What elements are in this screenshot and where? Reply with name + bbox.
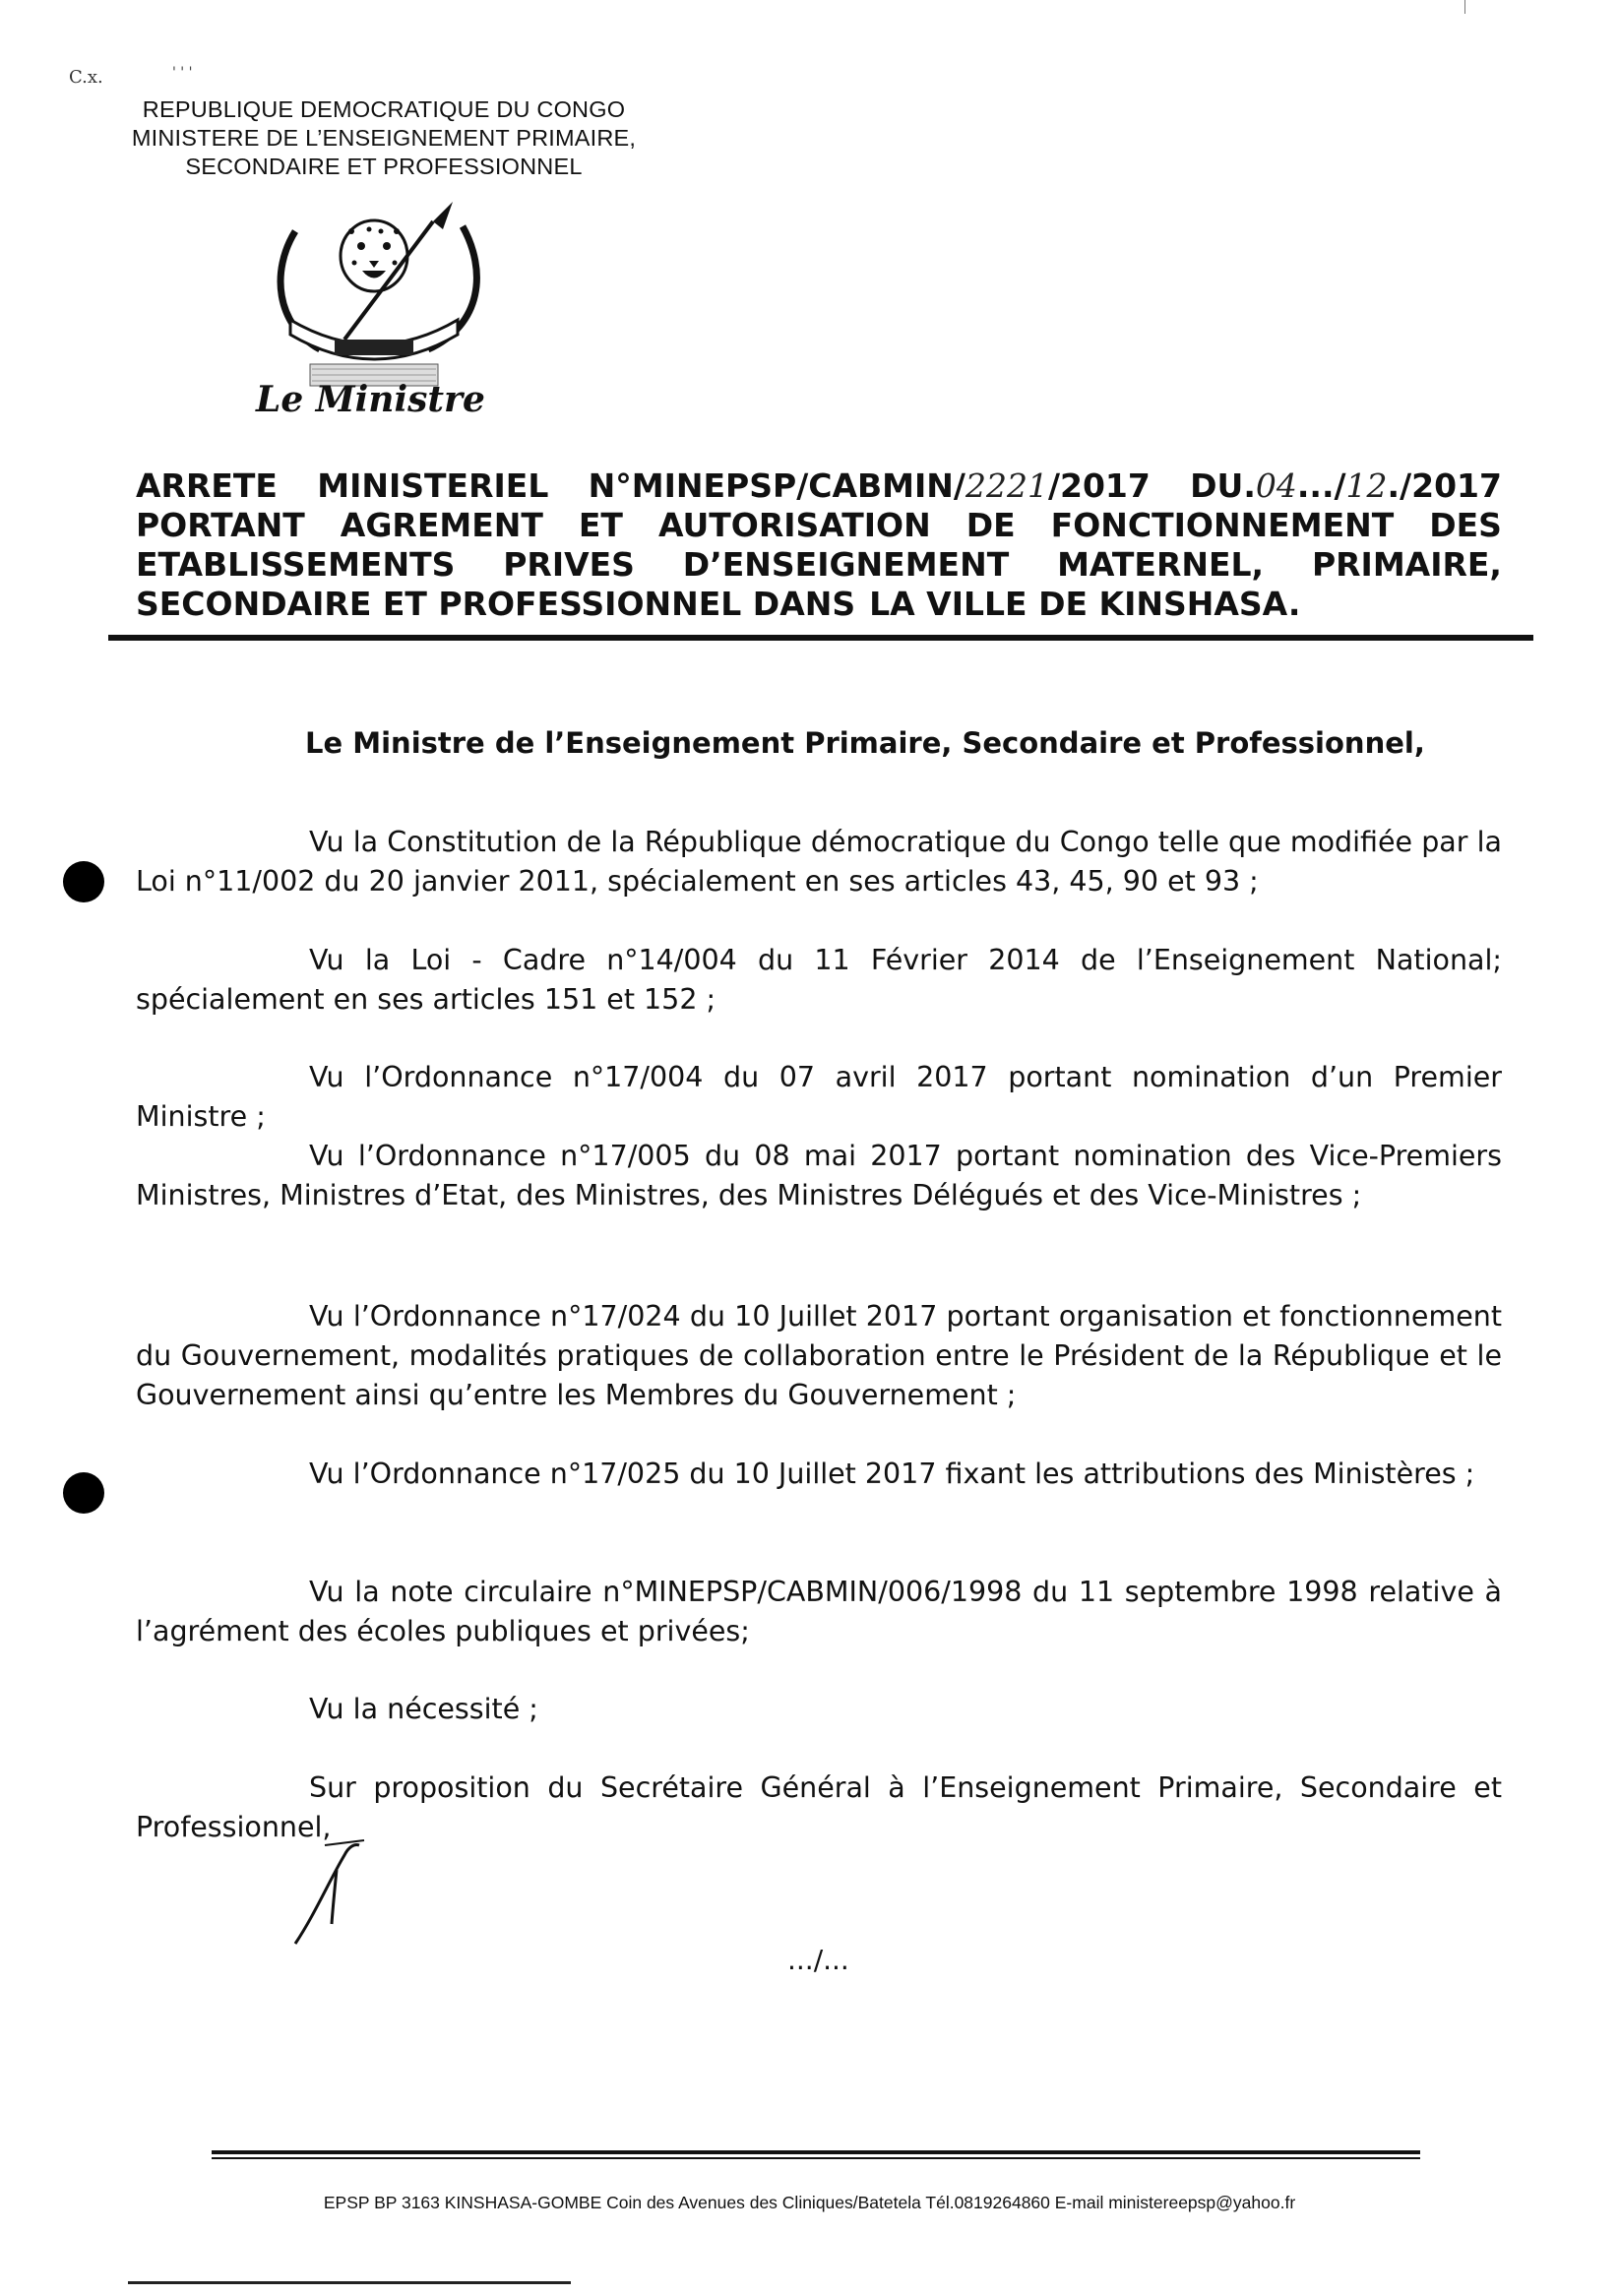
title-word: PRIMAIRE, xyxy=(1311,545,1502,584)
date-separator: .../ xyxy=(1296,466,1346,505)
handwritten-margin-note: C.x. xyxy=(69,67,103,88)
handwritten-month: 12 xyxy=(1345,466,1388,505)
title-word: D’ENSEIGNEMENT xyxy=(682,545,1010,584)
title-word: AUTORISATION xyxy=(657,506,931,544)
consideration-text: Vu la Constitution de la République démocratique du Congo telle que modifiée par la Loi n°11/002 du 20 janvier 2011, spécialement en ses articles 43, 45, 90 et 93 ; xyxy=(136,826,1502,898)
footer-address: EPSP BP 3163 KINSHASA-GOMBE Coin des Avenues des Cliniques/Batetela Tél.0819264860 E-mail ministereepsp@yahoo.fr xyxy=(323,2193,1296,2212)
page-continuation: .../... xyxy=(787,1944,849,1976)
decree-title xyxy=(136,466,1502,624)
consideration-constitution xyxy=(136,823,1502,901)
title-row-4 xyxy=(136,585,1502,624)
handwritten-initials-mark xyxy=(285,1835,374,1949)
consideration-ordonnance-17-005 xyxy=(136,1137,1502,1215)
title-phrase: SECONDAIRE ET PROFESSIONNEL DANS xyxy=(136,585,856,623)
ministry-name-cont: SECONDAIRE ET PROFESSIONNEL xyxy=(185,154,583,179)
consideration-text: Vu l’Ordonnance n°17/005 du 08 mai 2017 portant nomination des Vice-Premiers Ministres, Ministres d’Etat, des Ministres, des Ministres Délégués et des Vice-Ministres ; xyxy=(136,1140,1502,1211)
consideration-text: Vu la Loi - Cadre n°14/004 du 11 Février 2014 de l’Enseignement National; spécialement en ses articles 151 et 152 ; xyxy=(136,944,1502,1016)
leopard-coat-of-arms-icon xyxy=(251,202,497,399)
title-word: ETABLISSEMENTS xyxy=(136,545,456,584)
consideration-ordonnance-17-024 xyxy=(136,1297,1502,1415)
footer-divider xyxy=(212,2150,1420,2154)
consideration-ordonnance-17-004 xyxy=(136,1058,1502,1137)
letterhead xyxy=(89,95,679,181)
date-year: ./2017 xyxy=(1387,466,1502,505)
title-divider xyxy=(108,635,1533,641)
minister-intro: Le Ministre de l’Enseignement Primaire, Secondaire et Professionnel, xyxy=(305,726,1425,760)
consideration-note-circulaire xyxy=(136,1573,1502,1651)
title-word: DES xyxy=(1429,506,1502,544)
title-row-3 xyxy=(136,545,1502,585)
ministry-name: MINISTERE DE L’ENSEIGNEMENT PRIMAIRE, xyxy=(131,125,637,151)
decree-number-year: /2017 xyxy=(1047,466,1151,505)
consideration-ordonnance-17-025 xyxy=(136,1455,1502,1494)
decree-date xyxy=(1190,466,1502,506)
decree-number xyxy=(589,466,1151,506)
title-word: PORTANT xyxy=(136,506,305,544)
title-word: MINISTERIEL xyxy=(317,466,549,505)
date-prefix: DU. xyxy=(1190,466,1256,505)
title-word: DE xyxy=(965,506,1016,544)
consideration-text: Vu la nécessité ; xyxy=(309,1693,538,1725)
punch-hole-mark xyxy=(63,1472,104,1514)
scan-edge-line xyxy=(128,2281,571,2284)
consideration-necessite xyxy=(136,1690,1502,1729)
title-word: FONCTIONNEMENT xyxy=(1050,506,1395,544)
title-row-1 xyxy=(136,466,1502,506)
handwritten-decree-number: 2221 xyxy=(965,466,1048,505)
consideration-text: Vu l’Ordonnance n°17/025 du 10 Juillet 2017 fixant les attributions des Ministères ; xyxy=(309,1458,1475,1490)
title-phrase: LA VILLE DE KINSHASA. xyxy=(869,585,1301,623)
title-word: AGREMENT xyxy=(340,506,543,544)
title-word: ET xyxy=(578,506,623,544)
title-word: ARRETE xyxy=(136,466,278,505)
margin-mark: ' ' ' xyxy=(172,65,193,81)
decree-number-prefix: N°MINEPSP/CABMIN/ xyxy=(588,466,965,505)
consideration-text: Vu la note circulaire n°MINEPSP/CABMIN/006/1998 du 11 septembre 1998 relative à l’agrément des écoles publiques et privées; xyxy=(136,1576,1502,1647)
country-name: REPUBLIQUE DEMOCRATIQUE DU CONGO xyxy=(142,96,626,122)
consideration-text: Vu l’Ordonnance n°17/024 du 10 Juillet 2017 portant organisation et fonctionnement du Gouvernement, modalités pratiques de collaboration entre le Président de la République et le Gouvernement ainsi qu’entre les Membres du Gouvernement ; xyxy=(136,1300,1502,1411)
title-row-2 xyxy=(136,506,1502,545)
title-word: MATERNEL, xyxy=(1057,545,1265,584)
title-word: PRIVES xyxy=(503,545,635,584)
scan-edge-mark xyxy=(1464,0,1465,14)
consideration-text: Sur proposition du Secrétaire Général à l’Enseignement Primaire, Secondaire et Professionnel, xyxy=(136,1771,1502,1843)
footer-divider-thin xyxy=(212,2157,1420,2159)
consideration-text: Vu l’Ordonnance n°17/004 du 07 avril 2017 portant nomination d’un Premier Ministre ; xyxy=(136,1061,1502,1133)
signatory-title: Le Ministre xyxy=(256,379,485,420)
handwritten-day: 04 xyxy=(1255,466,1297,505)
consideration-loi-cadre xyxy=(136,941,1502,1020)
punch-hole-mark xyxy=(63,861,104,902)
